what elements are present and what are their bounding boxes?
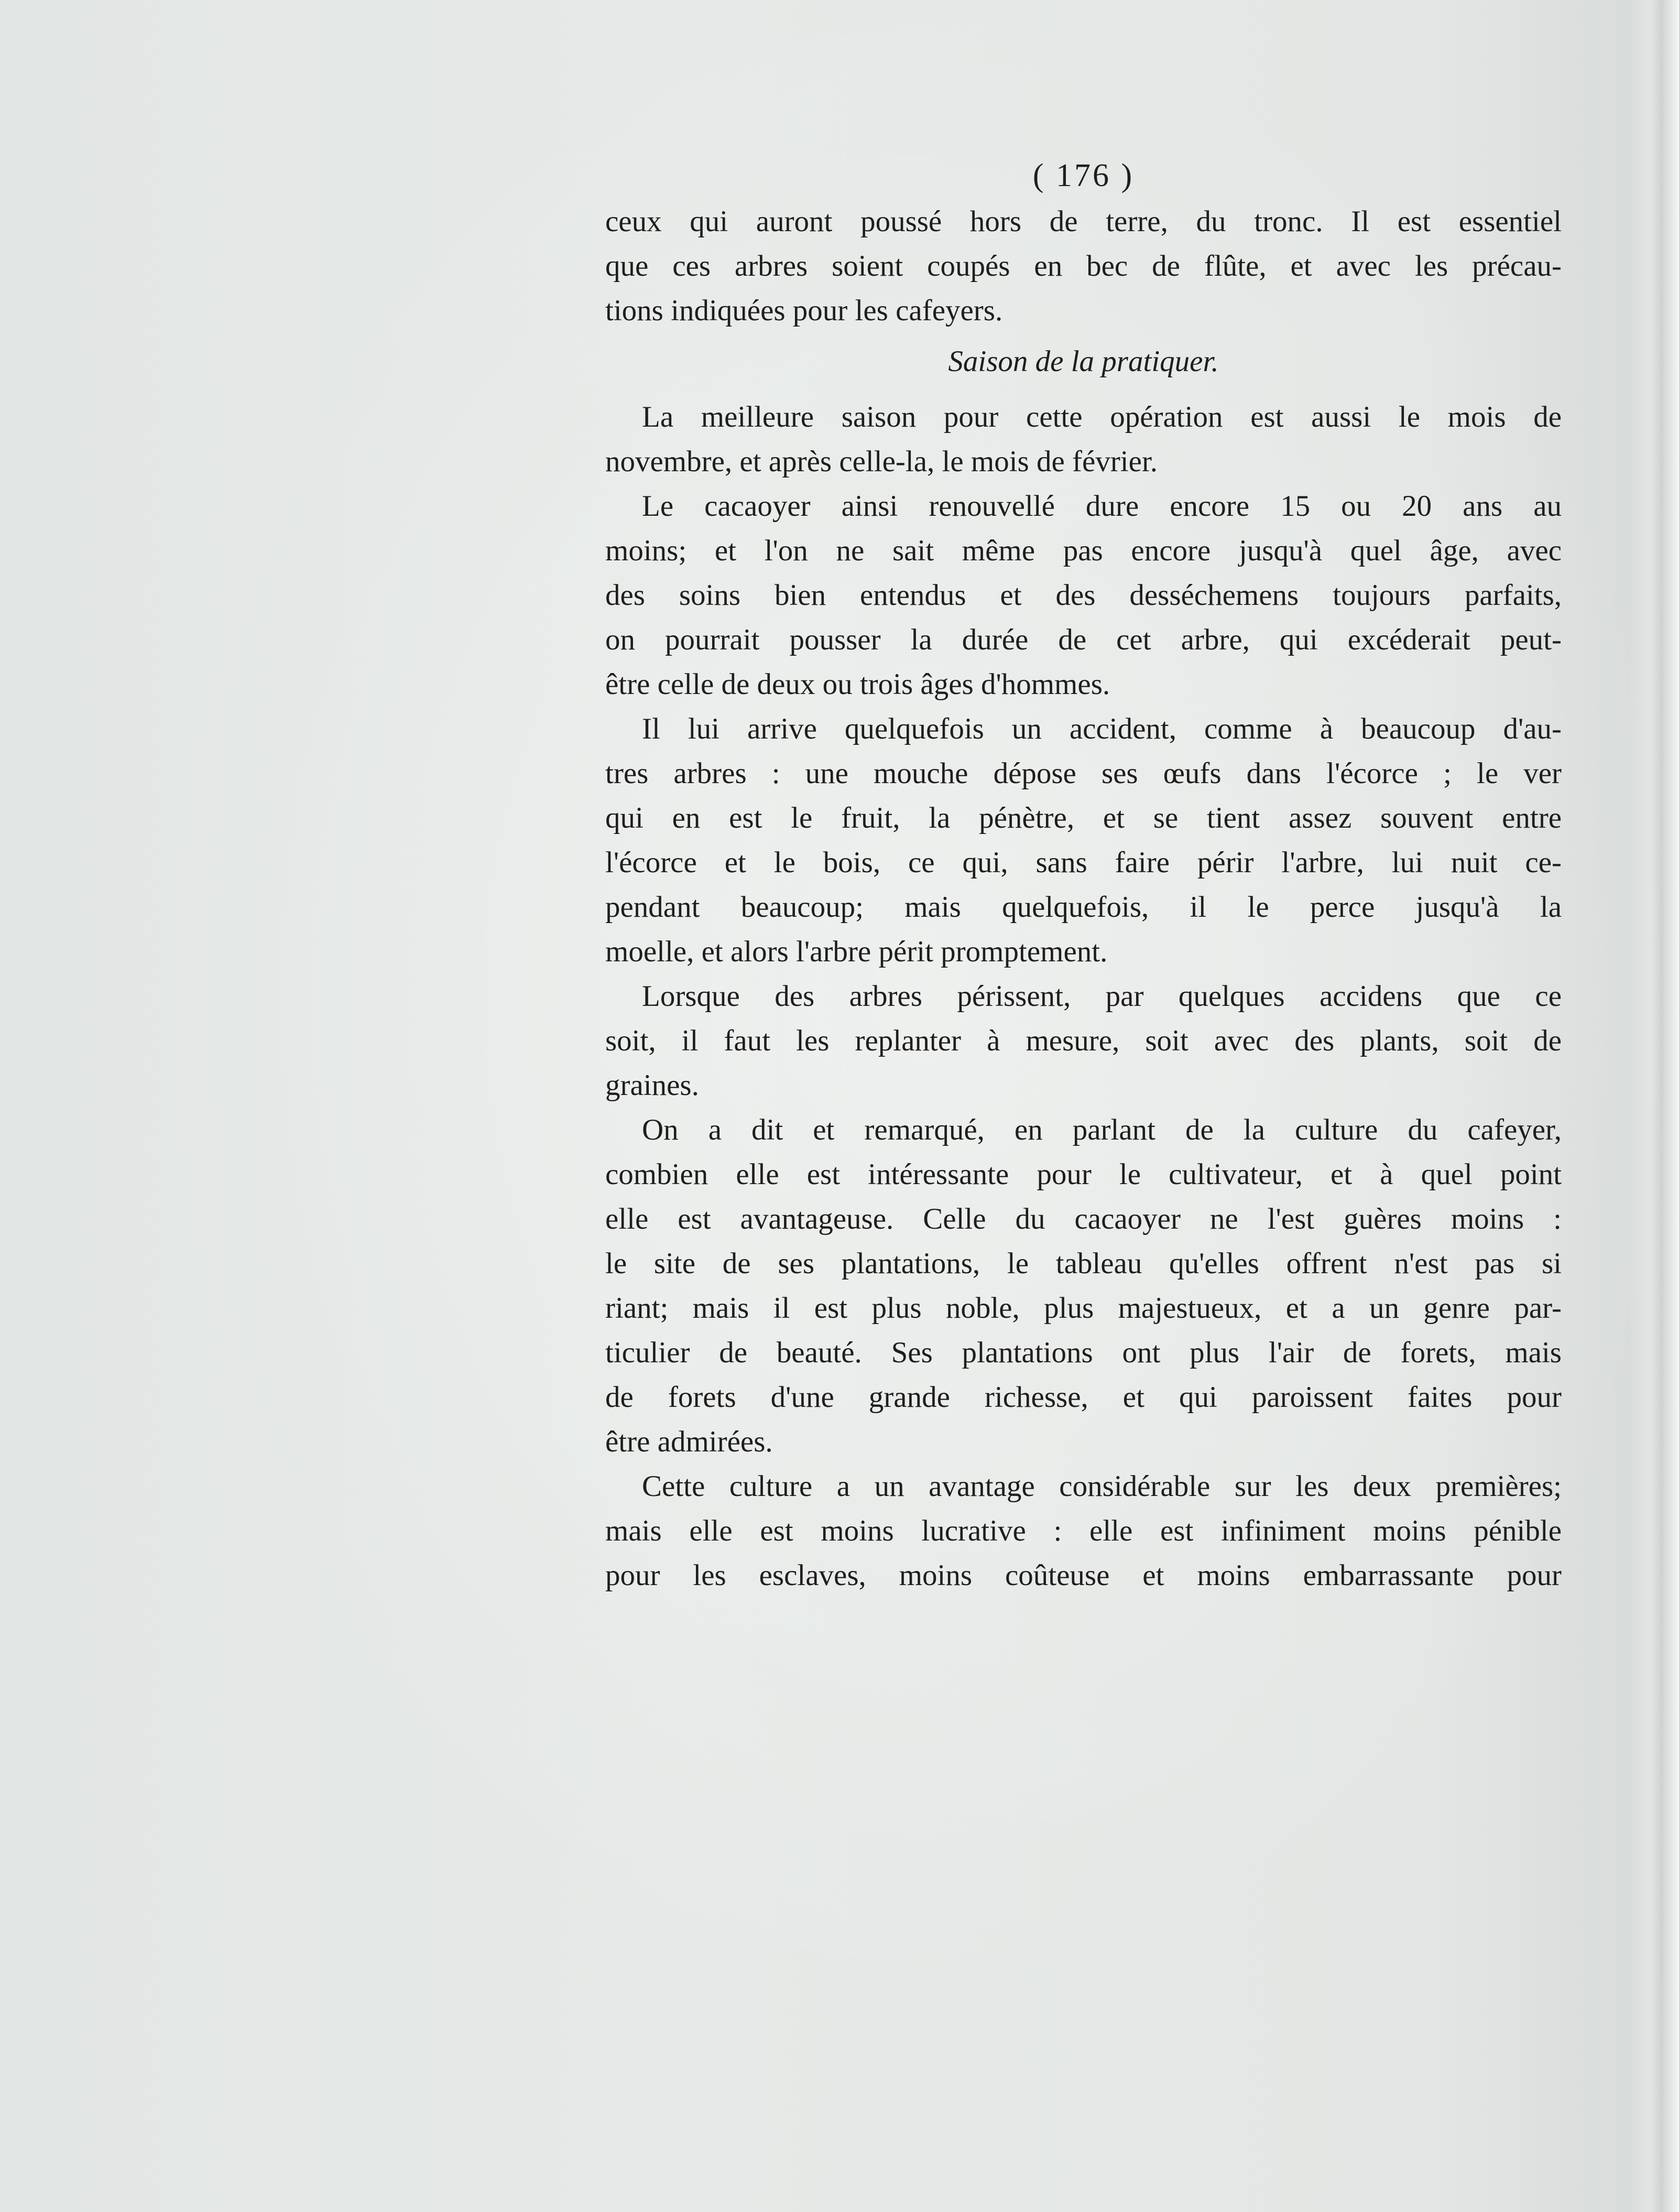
text-line: moelle, et alors l'arbre périt promptement. — [605, 935, 1108, 968]
text-line: moins; et l'on ne sait même pas encore jusqu'à quel âge, avec — [605, 534, 1562, 567]
text-line: ticulier de beauté. Ses plantations ont plus l'air de forets, mais — [605, 1336, 1562, 1369]
text-line: Il lui arrive quelquefois un accident, comme à beaucoup d'au- — [642, 712, 1562, 745]
text-line: Lorsque des arbres périssent, par quelques accidens que ce — [642, 980, 1562, 1013]
text-line: elle est avantageuse. Celle du cacaoyer ne l'est guères moins : — [605, 1202, 1562, 1235]
text-line: ceux qui auront poussé hors de terre, du tronc. Il est essentiel — [605, 205, 1562, 238]
page-number: ( 176 ) — [1032, 158, 1135, 193]
section-heading: Saison de la pratiquer. — [948, 345, 1219, 378]
page-edge-shadow — [1650, 0, 1679, 2212]
lines-before-heading — [605, 199, 1562, 333]
text-line: être celle de deux ou trois âges d'hommes. — [605, 668, 1110, 701]
text-line: le site de ses plantations, le tableau qu'elles offrent n'est pas si — [605, 1247, 1562, 1280]
text-line: soit, il faut les replanter à mesure, soit avec des plants, soit de — [605, 1024, 1562, 1057]
text-line: que ces arbres soient coupés en bec de flûte, et avec les précau- — [605, 250, 1562, 283]
text-block — [605, 157, 1562, 1598]
text-line: graines. — [605, 1069, 699, 1102]
text-line: combien elle est intéressante pour le cultivateur, et à quel point — [605, 1158, 1562, 1191]
text-line: On a dit et remarqué, en parlant de la culture du cafeyer, — [642, 1113, 1562, 1146]
text-line: tions indiquées pour les cafeyers. — [605, 294, 1003, 327]
lines-after-heading — [605, 395, 1562, 1598]
text-line: tres arbres : une mouche dépose ses œufs dans l'écorce ; le ver — [605, 757, 1562, 790]
text-line: Le cacaoyer ainsi renouvellé dure encore 15 ou 20 ans au — [642, 490, 1562, 523]
text-line: l'écorce et le bois, ce qui, sans faire périr l'arbre, lui nuit ce- — [605, 846, 1562, 879]
text-line: La meilleure saison pour cette opération est aussi le mois de — [642, 400, 1562, 433]
text-line: pendant beaucoup; mais quelquefois, il le perce jusqu'à la — [605, 891, 1562, 924]
text-line: de forets d'une grande richesse, et qui paroissent faites pour — [605, 1381, 1562, 1414]
text-line: être admirées. — [605, 1425, 773, 1458]
text-line: qui en est le fruit, la pénètre, et se tient assez souvent entre — [605, 801, 1562, 834]
text-line: mais elle est moins lucrative : elle est infiniment moins pénible — [605, 1514, 1562, 1547]
text-line: on pourrait pousser la durée de cet arbre, qui excéderait peut- — [605, 623, 1562, 656]
text-line: Cette culture a un avantage considérable sur les deux premières; — [642, 1470, 1562, 1503]
text-line: novembre, et après celle-la, le mois de février. — [605, 445, 1158, 478]
text-line: pour les esclaves, moins coûteuse et moins embarrassante pour — [605, 1559, 1562, 1592]
text-line: des soins bien entendus et des desséchemens toujours parfaits, — [605, 579, 1562, 612]
text-line: riant; mais il est plus noble, plus majestueux, et a un genre par- — [605, 1292, 1562, 1325]
